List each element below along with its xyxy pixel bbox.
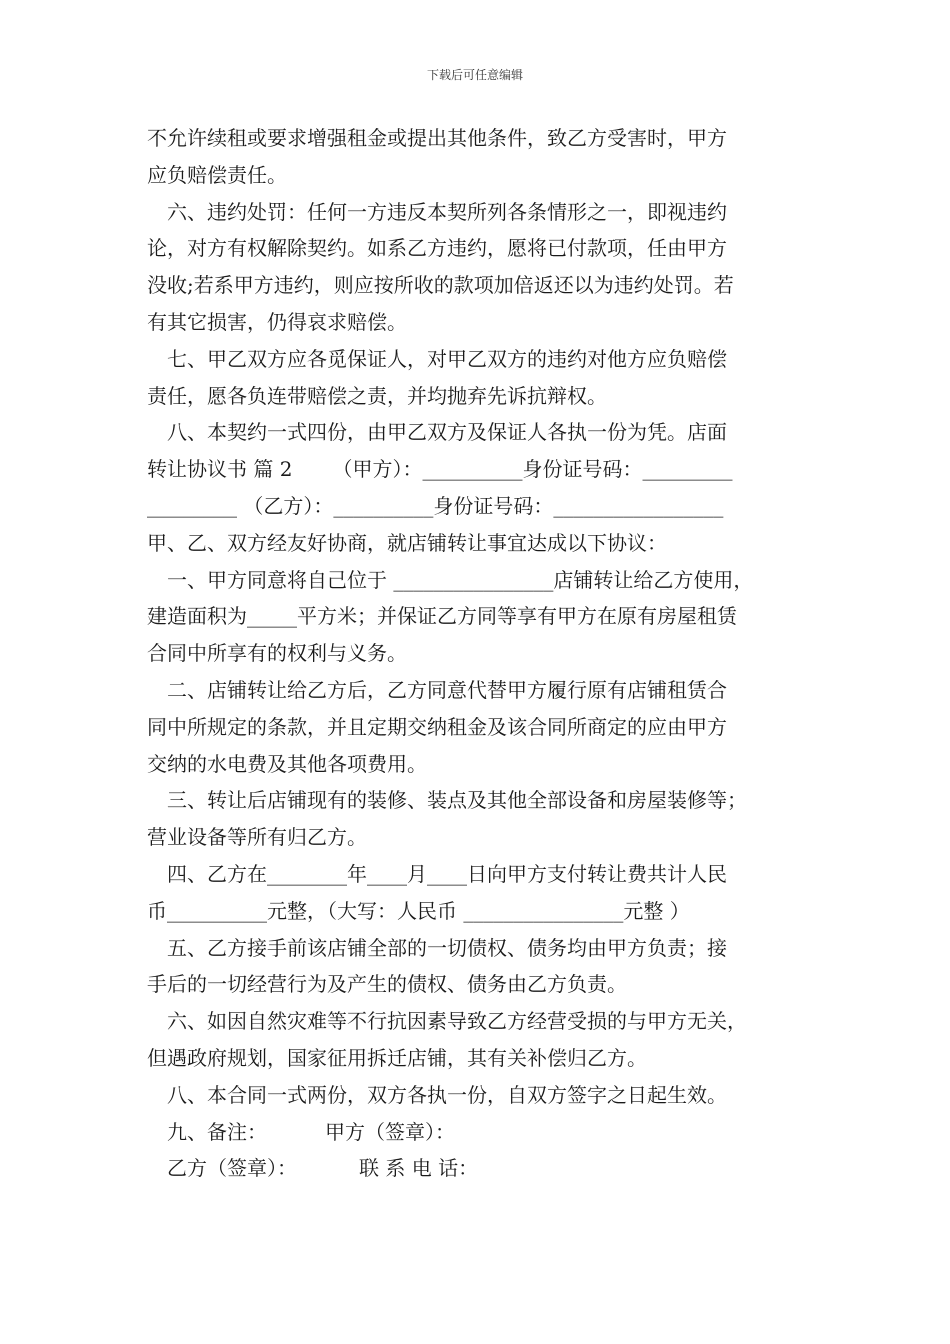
party-b-signature-label: 乙方（签章）： (167, 1156, 297, 1181)
paragraph-line: 六、违约处罚：任何一方违反本契所列各条情形之一，即视违约 (167, 199, 727, 224)
text-line: 有其它损害，仍得哀求赔偿。 (147, 309, 407, 334)
signature-line (147, 1114, 815, 1151)
contact-phone-label: 联 系 电 话： (359, 1156, 479, 1181)
text-line: 营业设备等所有归乙方。 (147, 825, 367, 850)
remarks-label: 九、备注： (167, 1119, 267, 1144)
party-a-signature-label: 甲方（签章）： (325, 1119, 455, 1144)
text-line: 合同中所享有的权利与义务。 (147, 641, 407, 666)
text-line: 交纳的水电费及其他各项费用。 (147, 751, 427, 776)
text-line: 责任，愿各负连带赔偿之责，并均抛弃先诉抗辩权。 (147, 383, 607, 408)
text-line: 但遇政府规划，国家征用拆迁店铺，其有关补偿归乙方。 (147, 1045, 647, 1070)
text-line: 论，对方有权解除契约。如系乙方违约，愿将已付款项，任由甲方 (147, 236, 727, 261)
text-line: 没收;若系甲方违约，则应按所收的款项加倍返还以为违约处罚。若 (147, 273, 734, 298)
document-body (147, 120, 815, 1187)
paragraph-line: 五、乙方接手前该店铺全部的一切债权、债务均由甲方负责；接 (167, 935, 727, 960)
paragraph-line: 八、本合同一式两份，双方各执一份，自双方签字之日起生效。 (167, 1082, 727, 1107)
text-line (147, 451, 815, 488)
party-b-id-line: _________ （乙方）：__________身份证号码：_________________ (147, 493, 724, 518)
text-line: 手后的一切经营行为及产生的债权、债务由乙方负责。 (147, 972, 627, 997)
paragraph-line: 三、转让后店铺现有的装修、装点及其他全部设备和房屋装修等； (167, 788, 747, 813)
signature-line (147, 1150, 815, 1187)
paragraph-line: 六、如因自然灾难等不行抗因素导致乙方经营受损的与甲方无关， (167, 1009, 747, 1034)
text-line: 应负赔偿责任。 (147, 162, 287, 187)
text-line: 币__________元整，（大写：人民币 ________________元整 ） (147, 898, 690, 923)
section-heading: 转让协议书 篇 2 (147, 457, 293, 482)
text-line: 建造面积为_____平方米；并保证乙方同等享有甲方在原有房屋租赁 (147, 604, 737, 629)
party-a-id-line: （甲方）：__________身份证号码：_________ (332, 457, 733, 482)
text-line: 同中所规定的条款，并且定期交纳租金及该合同所商定的应由甲方 (147, 714, 727, 739)
paragraph-line: 七、甲乙双方应各觅保证人，对甲乙双方的违约对他方应负赔偿 (167, 346, 727, 371)
text-line: 不允许续租或要求增强租金或提出其他条件，致乙方受害时，甲方 (147, 126, 727, 150)
paragraph-line: 四、乙方在________年____月____日向甲方支付转让费共计人民 (167, 861, 727, 886)
paragraph-line: 二、店铺转让给乙方后，乙方同意代替甲方履行原有店铺租赁合 (167, 677, 727, 702)
text-line: 甲、乙、双方经友好协商，就店铺转让事宜达成以下协议： (147, 530, 667, 555)
paragraph-line: 八、本契约一式四份，由甲乙双方及保证人各执一份为凭。店面 (167, 420, 727, 445)
page-header-note: 下载后可任意编辑 (426, 68, 523, 82)
paragraph-line: 一、甲方同意将自己位于 ________________店铺转让给乙方使用， (167, 567, 754, 592)
